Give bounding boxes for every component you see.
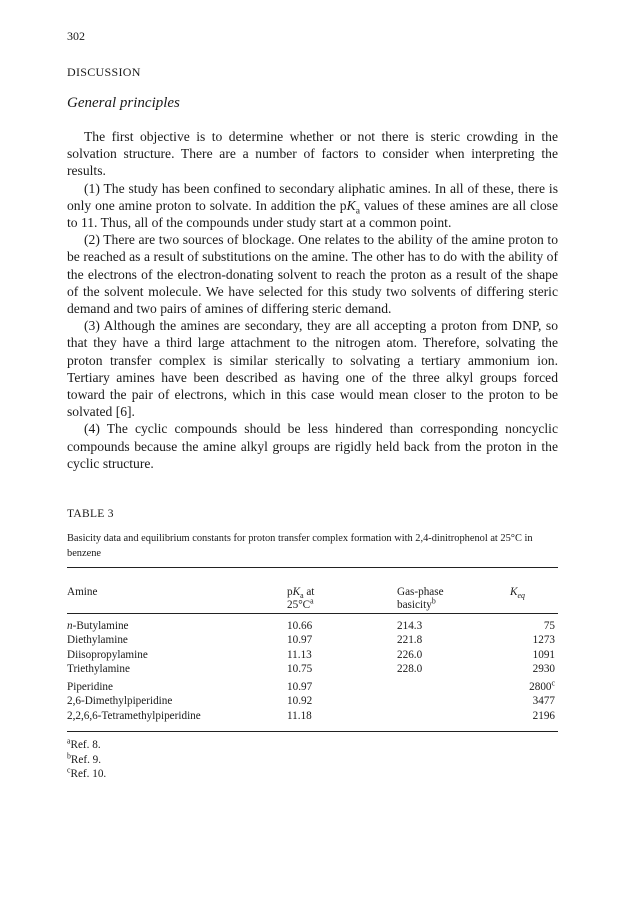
paragraph: (1) The study has been confined to secondary aliphatic amines. In all of these, there is only one amine proton to solvate. In addition the $pK_a$ values of these amines are all close to 11. Thus, all of the compounds under study start at a common point. [67,180,559,231]
table-cell-gas-basicity: 228.0 [397,663,423,676]
table-cell-keq: 2196 [532,709,555,722]
footnote: $^c$Ref. 10. [67,765,107,781]
group1-gas-column [397,619,422,677]
table-cell-amine: 2,6-Dimethylpiperidine [67,695,173,708]
paragraph: The first objective is to determine whether or not there is steric crowding in the solvation structure. There are a number of factors to consider when interpreting the results. [67,129,558,179]
table-cell-keq: 75 [543,620,555,632]
header-gas [397,586,444,611]
table-caption: Basicity data and equilibrium constants for proton transfer complex formation with 2,4-dinitrophenol at 25°C in benzene [67,533,533,559]
table-cell-pka: 10.97 [287,634,313,647]
table-cell-gas-basicity: 214.3 [397,620,423,632]
table-cell-amine: Piperidine [67,681,113,693]
body-text [67,128,558,472]
table-cell-pka: 10.66 [287,620,313,632]
table-cell-pka: 10.92 [287,695,313,708]
group2-keq-column [498,680,555,723]
table-cell-amine: Triethylamine [67,663,130,676]
paragraph: (2) There are two sources of blockage. One relates to the ability of the amine proton to be reached as a result of substitutions on the amine. The other has to do with the ability of the electrons of the electron-donating solvent to reach the proton as a result of the shape of the solvent molecule. We have selected for this study two solvents of differing steric demand and two pairs of amines of differing steric demand. [67,232,558,317]
table-cell-keq: 1091 [532,648,555,661]
table-bottom-rule [67,731,558,732]
paragraph: (4) The cyclic compounds should be less hindered than corresponding noncyclic compounds because the amine alkyl groups are rigidly held back from the proton in the cyclic structure. [67,421,558,471]
header-gas-line2: basicity$^b$ [397,595,436,611]
table-cell-keq: 3477 [532,695,555,708]
subsection-heading: General principles [67,95,180,111]
table-label: TABLE 3 [67,508,114,520]
table-cell-pka: 11.18 [287,709,312,722]
table-cell-amine: Diethylamine [67,634,128,647]
table-cell-keq: 2800$^c$ [529,678,555,693]
footnote: $^b$Ref. 9. [67,750,102,766]
section-heading: DISCUSSION [67,65,141,79]
table-cell-pka: 11.13 [287,648,312,661]
table-cell-gas-basicity: 226.0 [397,648,423,661]
header-keq: $K_{eq}$ [510,586,525,601]
header-pka [287,586,314,611]
group2-pka-column [287,680,312,723]
group1-pka-column [287,619,312,677]
header-amine: Amine [67,586,98,598]
table-cell-amine: n-Butylamine [67,620,129,632]
header-gas-line1: Gas-phase [397,586,444,598]
table-cell-pka: 10.97 [287,681,313,693]
table-cell-gas-basicity: 221.8 [397,634,423,647]
paragraph: (3) Although the amines are secondary, they are all accepting a proton from DNP, so that they have a third large attachment to the nitrogen atom. Therefore, solvating the proton transfer complex is similar sterically to solvating a tertiary ammonium ion. Tertiary amines have been described as having one of the three alkyl groups forced toward the pair of electrons, which in this case would mean closer to the proton to be solvated [6]. [67,318,558,420]
group1-amine-column [67,619,148,677]
table-cell-amine: 2,2,6,6-Tetramethylpiperidine [67,709,201,722]
table-cell-keq: 1273 [532,634,555,647]
table-footnotes [67,738,106,782]
header-pka-line1: $pK_a$ at [287,586,315,601]
table-cell-amine: Diisopropylamine [67,648,148,661]
group2-amine-column [67,680,201,723]
table-top-rule [67,567,558,568]
page-number: 302 [67,29,85,43]
header-pka-line2: $25^\circ C^a$ [287,595,314,611]
table-cell-keq: 2930 [532,663,555,676]
header-rule [67,613,558,614]
group1-keq-column [498,619,555,677]
footnote: $^a$Ref. 8. [67,736,101,751]
table-cell-pka: 10.75 [287,663,313,676]
